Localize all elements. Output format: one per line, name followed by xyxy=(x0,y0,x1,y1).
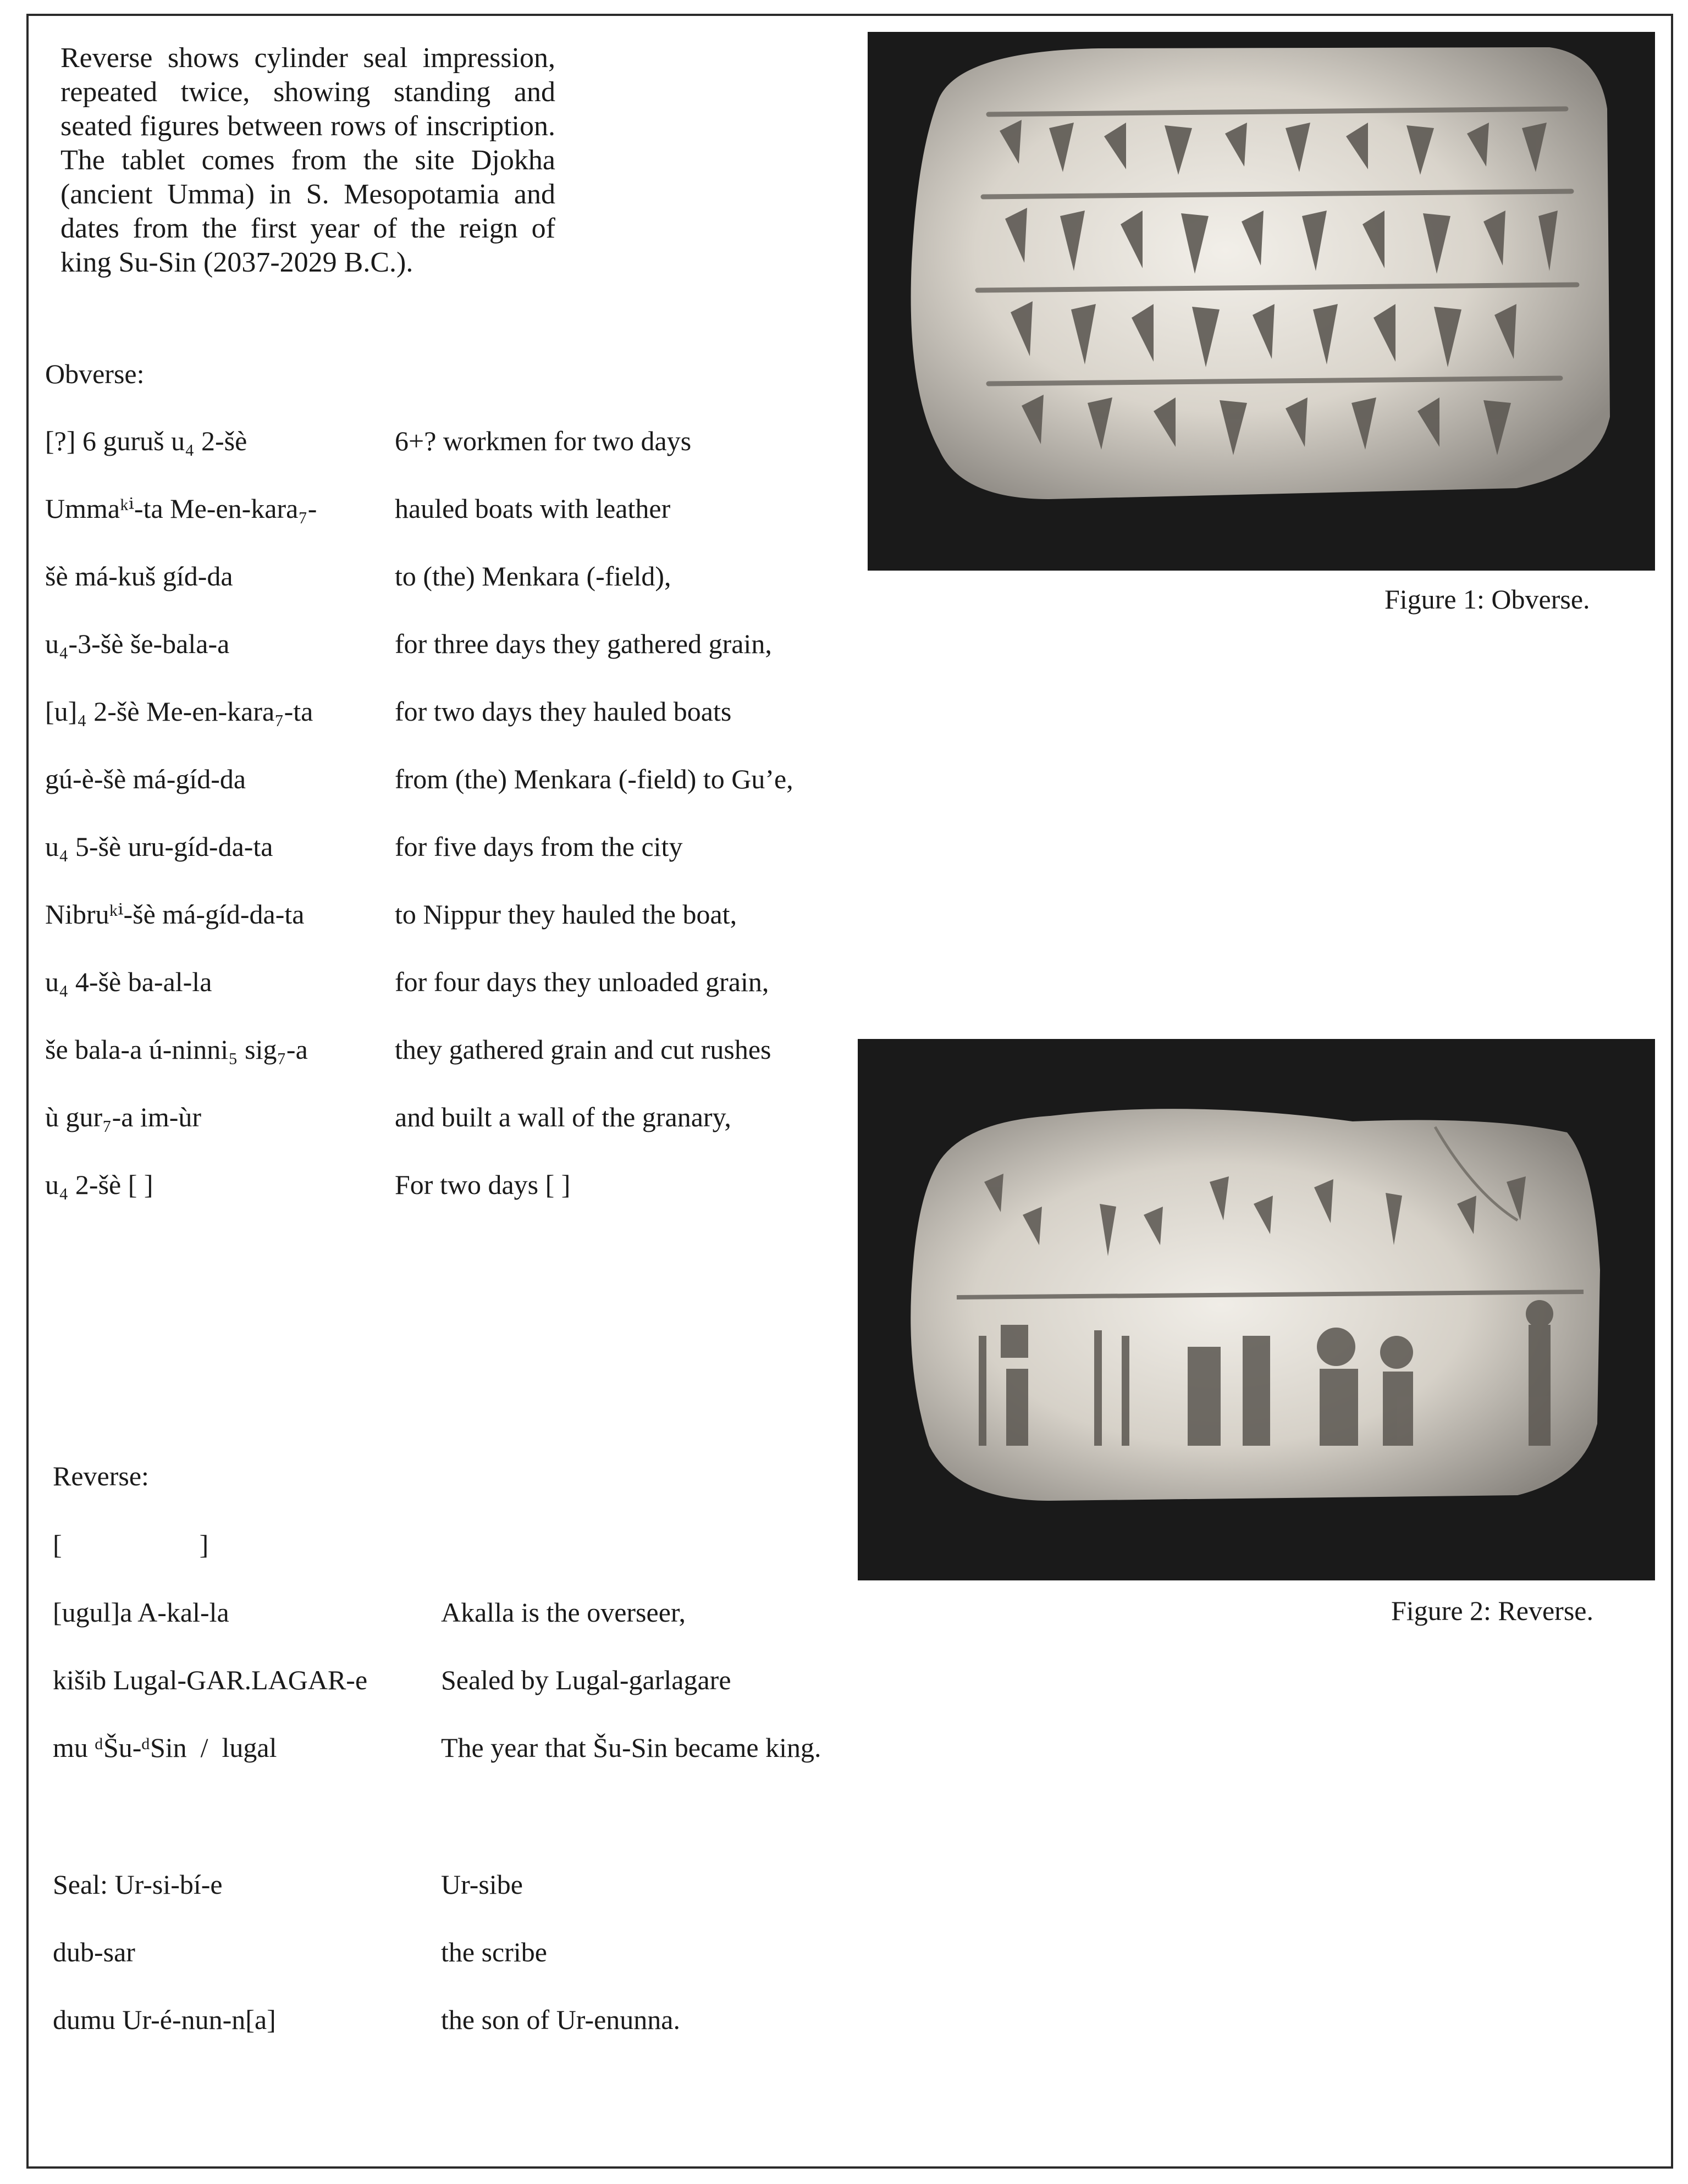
intro-paragraph: Reverse shows cylinder seal impression, repeated twice, showing standing and seated figures between rows of inscription. The tablet comes from the site Djokha (ancient Umma) in S. Mesopotamia and dates from the first year of the reign of king Su-Sin (2037-2029 B.C.). xyxy=(60,42,555,278)
transliteration: [ ] xyxy=(53,1529,209,1560)
transliteration: u₄ 2-šè [ ] xyxy=(45,1169,153,1200)
translation: for two days they hauled boats xyxy=(395,696,732,727)
transliteration: u₄ 4-šè ba-al-la xyxy=(45,966,212,997)
figure-2-caption: Figure 2: Reverse. xyxy=(1391,1595,1593,1626)
obverse-tablet-photo xyxy=(868,32,1655,571)
transliteration: šè má-kuš gíd-da xyxy=(45,561,233,591)
translation: to (the) Menkara (-field), xyxy=(395,561,671,591)
transliteration: dub-sar xyxy=(53,1937,135,1967)
transliteration: [u]₄ 2-šè Me-en-kara₇-ta xyxy=(45,696,313,727)
transliteration: ù gur₇-a im-ùr xyxy=(45,1102,202,1132)
translation: Ur-sibe xyxy=(441,1869,523,1900)
transliteration: Ummaᵏⁱ-ta Me-en-kara₇- xyxy=(45,493,317,524)
translation: for five days from the city xyxy=(395,831,683,862)
transliteration: gú-è-šè má-gíd-da xyxy=(45,764,246,794)
translation: the son of Ur-enunna. xyxy=(441,2004,680,2035)
translation: Akalla is the overseer, xyxy=(441,1597,686,1628)
transliteration: u₄ 5-šè uru-gíd-da-ta xyxy=(45,831,273,862)
obverse-tablet-image xyxy=(868,32,1655,571)
transliteration: kišib Lugal-GAR.LAGAR-e xyxy=(53,1665,368,1695)
translation: for three days they gathered grain, xyxy=(395,628,772,659)
translation: they gathered grain and cut rushes xyxy=(395,1034,771,1065)
translation: For two days [ ] xyxy=(395,1169,571,1200)
transliteration: še bala-a ú-ninni₅ sig₇-a xyxy=(45,1034,308,1065)
reverse-tablet-photo xyxy=(858,1039,1655,1580)
transliteration: [?] 6 guruš u₄ 2-šè xyxy=(45,425,247,456)
translation: 6+? workmen for two days xyxy=(395,425,692,456)
obverse-heading: Obverse: xyxy=(45,358,145,389)
reverse-heading: Reverse: xyxy=(53,1461,149,1491)
transliteration: dumu Ur-é-nun-n[a] xyxy=(53,2004,276,2035)
transliteration: Seal: Ur-si-bí-e xyxy=(53,1869,223,1900)
reverse-tablet-image xyxy=(858,1039,1655,1580)
figure-1-caption: Figure 1: Obverse. xyxy=(1384,584,1590,615)
translation: Sealed by Lugal-garlagare xyxy=(441,1665,731,1695)
transliteration: u₄-3-šè še-bala-a xyxy=(45,628,230,659)
translation: for four days they unloaded grain, xyxy=(395,966,769,997)
transliteration: Nibruᵏⁱ-šè má-gíd-da-ta xyxy=(45,899,305,930)
translation: from (the) Menkara (-field) to Gu’e, xyxy=(395,764,793,794)
translation: to Nippur they hauled the boat, xyxy=(395,899,737,930)
translation: the scribe xyxy=(441,1937,547,1967)
translation: The year that Šu-Sin became king. xyxy=(441,1732,821,1763)
transliteration: [ugul]a A-kal-la xyxy=(53,1597,229,1628)
transliteration: mu ᵈŠu-ᵈSin / lugal xyxy=(53,1732,277,1763)
translation: and built a wall of the granary, xyxy=(395,1102,731,1132)
translation: hauled boats with leather xyxy=(395,493,671,524)
